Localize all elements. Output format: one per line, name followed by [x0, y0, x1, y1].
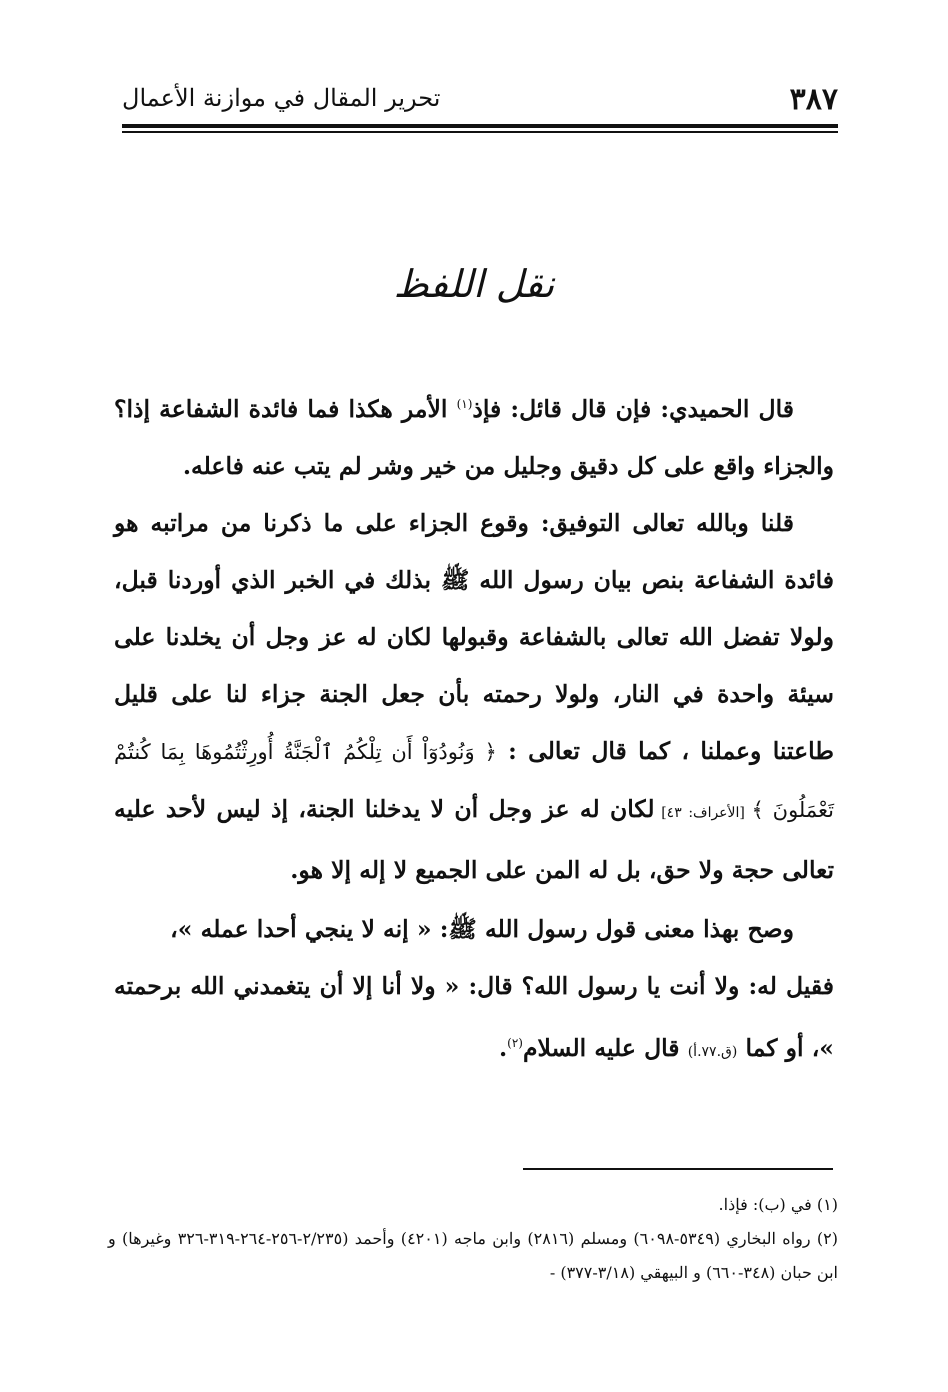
paragraph-text: لكان له عز وجل أن لا يدخلنا الجنة، إذ ليس لأحد عليه تعالى حجة ولا حق، بل له المن على الجميع لا إله إلا هو. — [114, 794, 834, 884]
paragraph-text: قلنا وبالله تعالى التوفيق: وقوع الجزاء على ما ذكرنا من مراتبه هو فائدة الشفاعة بنص بيان رسول الله ﷺ بذلك في الخبر الذي أوردنا قبل، ولولا تفضل الله تعالى بالشفاعة وقبولها لكان له عز وجل أن يخلدنا على سيئة واحدة في النار، ولولا رحمته بأن جعل الجنة جزاء لنا على قليل طاعتنا وعملنا ، كما قال تعالى : — [114, 508, 834, 765]
paragraph-text: الأمر هكذا فما فائدة الشفاعة إذا؟ والجزاء واقع على كل دقيق وجليل من خير وشر لم يتب عنه فاعله. — [114, 394, 834, 480]
footnotes — [108, 1188, 838, 1290]
footnote-separator — [523, 1168, 833, 1170]
paragraph-text: . — [498, 1033, 508, 1062]
quran-reference: [الأعراف: ٤٣] — [654, 804, 752, 821]
main-text — [114, 376, 834, 1081]
footnote-marker-1: (١) — [456, 397, 473, 411]
paragraph-text: وصح بهذا معنى قول رسول الله ﷺ: « إنه لا ينجي أحدا عمله »، — [170, 914, 794, 943]
footnote-marker-2: (٢) — [507, 1035, 523, 1050]
section-title: نقل اللفظ — [393, 262, 555, 306]
paragraph-hadith-cont — [114, 958, 834, 1081]
page-number: ٣٨٧ — [789, 82, 838, 117]
header-rule-thick — [122, 124, 838, 128]
paragraph-text: قال عليه السلام — [522, 1033, 688, 1062]
paragraph-answer — [114, 495, 834, 899]
quran-verse: ﴿ وَنُودُوٓاْ أَن تِلْكُمُ ٱلْجَنَّةُ أُورِثْتُمُوهَا بِمَا كُنتُمْ تَعْمَلُونَ ﴾ — [114, 739, 834, 822]
paragraph-text: فقيل له: ولا أنت يا رسول الله؟ قال: « ولا أنا إلا أن يتغمدني الله برحمته »، أو كما — [114, 971, 834, 1062]
header-rule-thin — [122, 131, 838, 133]
footnote-1: (١) في (ب): فإذا. — [718, 1195, 838, 1214]
paragraph-text: قال الحميدي: فإن قال قائل: فإذ — [472, 394, 794, 423]
manuscript-reference: (ق.٧٧.أ) — [687, 1043, 738, 1060]
footnote-2: (٢) رواه البخاري (٥٣٤٩-٦٠٩٨) ومسلم (٢٨١٦) وابن ماجه (٤٢٠١) وأحمد (٢/٢٣٥-٢٥٦-٢٦٤-٣١٩-٣٢٦ وغيرها) و ابن حبان (٣٤٨-٦٦٠) و البيهقي (٣/١٨-٣٧٧) - — [108, 1229, 839, 1282]
paragraph-question — [114, 376, 834, 495]
running-title: تحرير المقال في موازنة الأعمال — [122, 84, 441, 112]
paragraph-hadith — [114, 901, 834, 958]
page-header — [122, 78, 838, 118]
